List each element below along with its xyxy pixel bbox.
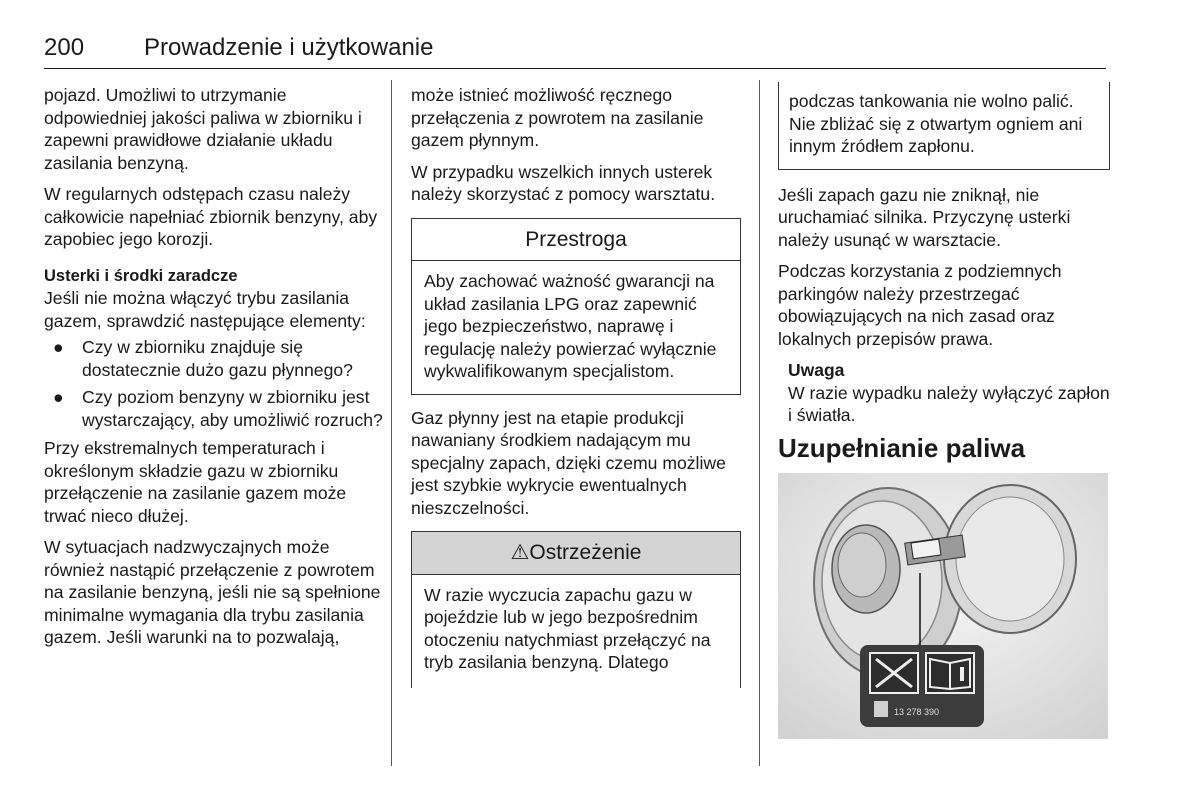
caution-title: Przestroga — [412, 219, 740, 262]
list-item: ● Czy poziom benzyny w zbiorniku jest wystarczający, aby umożliwić rozruch? — [53, 387, 383, 430]
paragraph: W regularnych odstępach czasu należy całkowicie napełniać zbiornik benzyny, aby zapobiec jego korozji. — [44, 184, 378, 249]
paragraph: W sytuacjach nadzwyczajnych może również nastąpić przełączenie z powrotem na zasilanie benzyną, jeśli nie są spełnione minimalne wymagania dla trybu zasilania gazem. Jeśli warunki na to pozwalają, — [44, 537, 381, 647]
column-1 — [44, 84, 384, 658]
note-box — [778, 359, 1110, 427]
bullet-icon: ● — [53, 387, 64, 407]
bullet-icon: ● — [53, 337, 64, 357]
warning-text: W razie wyczucia zapachu gazu w pojeździe lub w jego bezpośrednim otoczeniu natychmiast przełączyć na tryb zasilania benzyną. Dlatego — [424, 584, 711, 672]
fuel-filler-photo — [778, 473, 1108, 739]
column-3 — [778, 84, 1110, 739]
paragraph: Przy ekstremalnych temperaturach i określonym składzie gazu w zbiorniku przełączenie na zasilanie gazem może trwać nieco dłużej. — [44, 438, 347, 526]
page-header — [44, 34, 1106, 69]
paragraph: Podczas korzystania z podziemnych parkingów należy przestrzegać obowiązujących na nich zasad oraz lokalnych przepisów prawa. — [778, 261, 1062, 349]
section-title: Uzupełnianie paliwa — [778, 432, 1026, 463]
column-divider — [391, 80, 392, 766]
column-2 — [411, 84, 741, 688]
subheading-troubleshooting: Usterki i środki zaradcze — [44, 266, 238, 285]
paragraph: może istnieć możliwość ręcznego przełączenia z powrotem na zasilanie gazem płynnym. — [411, 85, 704, 150]
warning-box-continued: podczas tankowania nie wolno palić. Nie zbliżać się z otwartym ogniem ani innym źródłem zapłonu. — [778, 82, 1110, 170]
paragraph: pojazd. Umożliwi to utrzymanie odpowiedniej jakości paliwa w zbiorniku i zapewni prawidłowe działanie układu zasilania benzyną. — [44, 85, 362, 173]
note-text: W razie wypadku należy wyłączyć zapłon i światła. — [788, 382, 1110, 425]
paragraph: Gaz płynny jest na etapie produkcji nawaniany środkiem nadającym mu specjalny zapach, dzięki czemu możliwe jest szybkie wykrycie ewentualnych nieszczelności. — [411, 407, 726, 518]
caution-box — [411, 218, 741, 395]
chapter-title: Prowadzenie i użytkowanie — [144, 34, 434, 61]
note-title: Uwaga — [788, 360, 845, 380]
page-number: 200 — [44, 34, 85, 61]
caution-text: Aby zachować ważność gwarancji na układ zasilania LPG oraz zapewnić jego bezpieczeństwo, naprawę i regulację należy powierzać wyłącznie wykwalifikowanym specjalistom. — [424, 271, 717, 381]
list-item: ● Czy w zbiorniku znajduje się dostatecznie dużo gazu płynnego? — [53, 337, 353, 380]
paragraph: Jeśli nie można włączyć trybu zasilania gazem, sprawdzić następujące elementy: — [44, 288, 366, 331]
column-divider — [759, 80, 760, 766]
warning-box — [411, 531, 741, 688]
paragraph: W przypadku wszelkich innych usterek należy skorzystać z pomocy warsztatu. — [411, 161, 716, 204]
warning-title: ⚠Ostrzeżenie — [412, 532, 740, 575]
paragraph: Jeśli zapach gazu nie zniknął, nie uruchamiać silnika. Przyczynę usterki należy usunąć w warsztacie. — [778, 184, 1071, 250]
fuel-filler-illustration — [778, 473, 1108, 739]
part-number-label: 13 278 390 — [894, 707, 940, 717]
checklist — [44, 336, 384, 431]
warning-triangle-icon: ⚠ — [510, 541, 530, 564]
